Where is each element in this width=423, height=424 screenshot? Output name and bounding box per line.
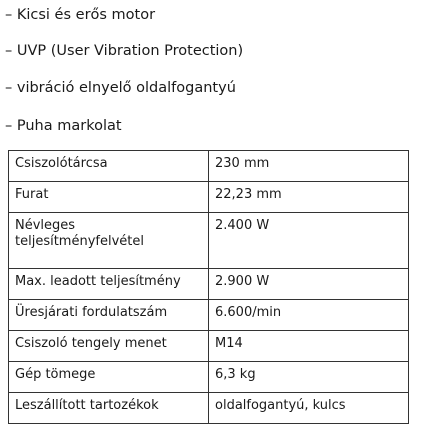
spec-value: 22,23 mm (209, 182, 409, 213)
feature-item: – Kicsi és erős motor (5, 7, 156, 23)
spec-value: M14 (209, 331, 409, 362)
table-row (9, 151, 409, 182)
table-row (9, 182, 409, 213)
table-row (9, 362, 409, 393)
feature-item: – vibráció elnyelő oldalfogantyú (5, 80, 236, 96)
table-row (9, 331, 409, 362)
spec-label: Gép tömege (9, 362, 209, 393)
spec-label: Névleges teljesítményfelvétel (9, 213, 209, 269)
table-row (9, 213, 409, 269)
spec-label: Csiszoló tengely menet (9, 331, 209, 362)
spec-label: Leszállított tartozékok (9, 393, 209, 424)
feature-item: – Puha markolat (5, 118, 122, 134)
spec-value: 6,3 kg (209, 362, 409, 393)
spec-label: Üresjárati fordulatszám (9, 300, 209, 331)
spec-value: 2.400 W (209, 213, 409, 269)
spec-label: Max. leadott teljesítmény (9, 269, 209, 300)
feature-item: – UVP (User Vibration Protection) (5, 43, 244, 59)
spec-table (8, 150, 409, 424)
spec-label: Csiszolótárcsa (9, 151, 209, 182)
spec-value: 230 mm (209, 151, 409, 182)
spec-label: Furat (9, 182, 209, 213)
table-row (9, 300, 409, 331)
table-row (9, 269, 409, 300)
spec-value: 6.600/min (209, 300, 409, 331)
spec-value: 2.900 W (209, 269, 409, 300)
spec-value: oldalfogantyú, kulcs (209, 393, 409, 424)
table-row (9, 393, 409, 424)
